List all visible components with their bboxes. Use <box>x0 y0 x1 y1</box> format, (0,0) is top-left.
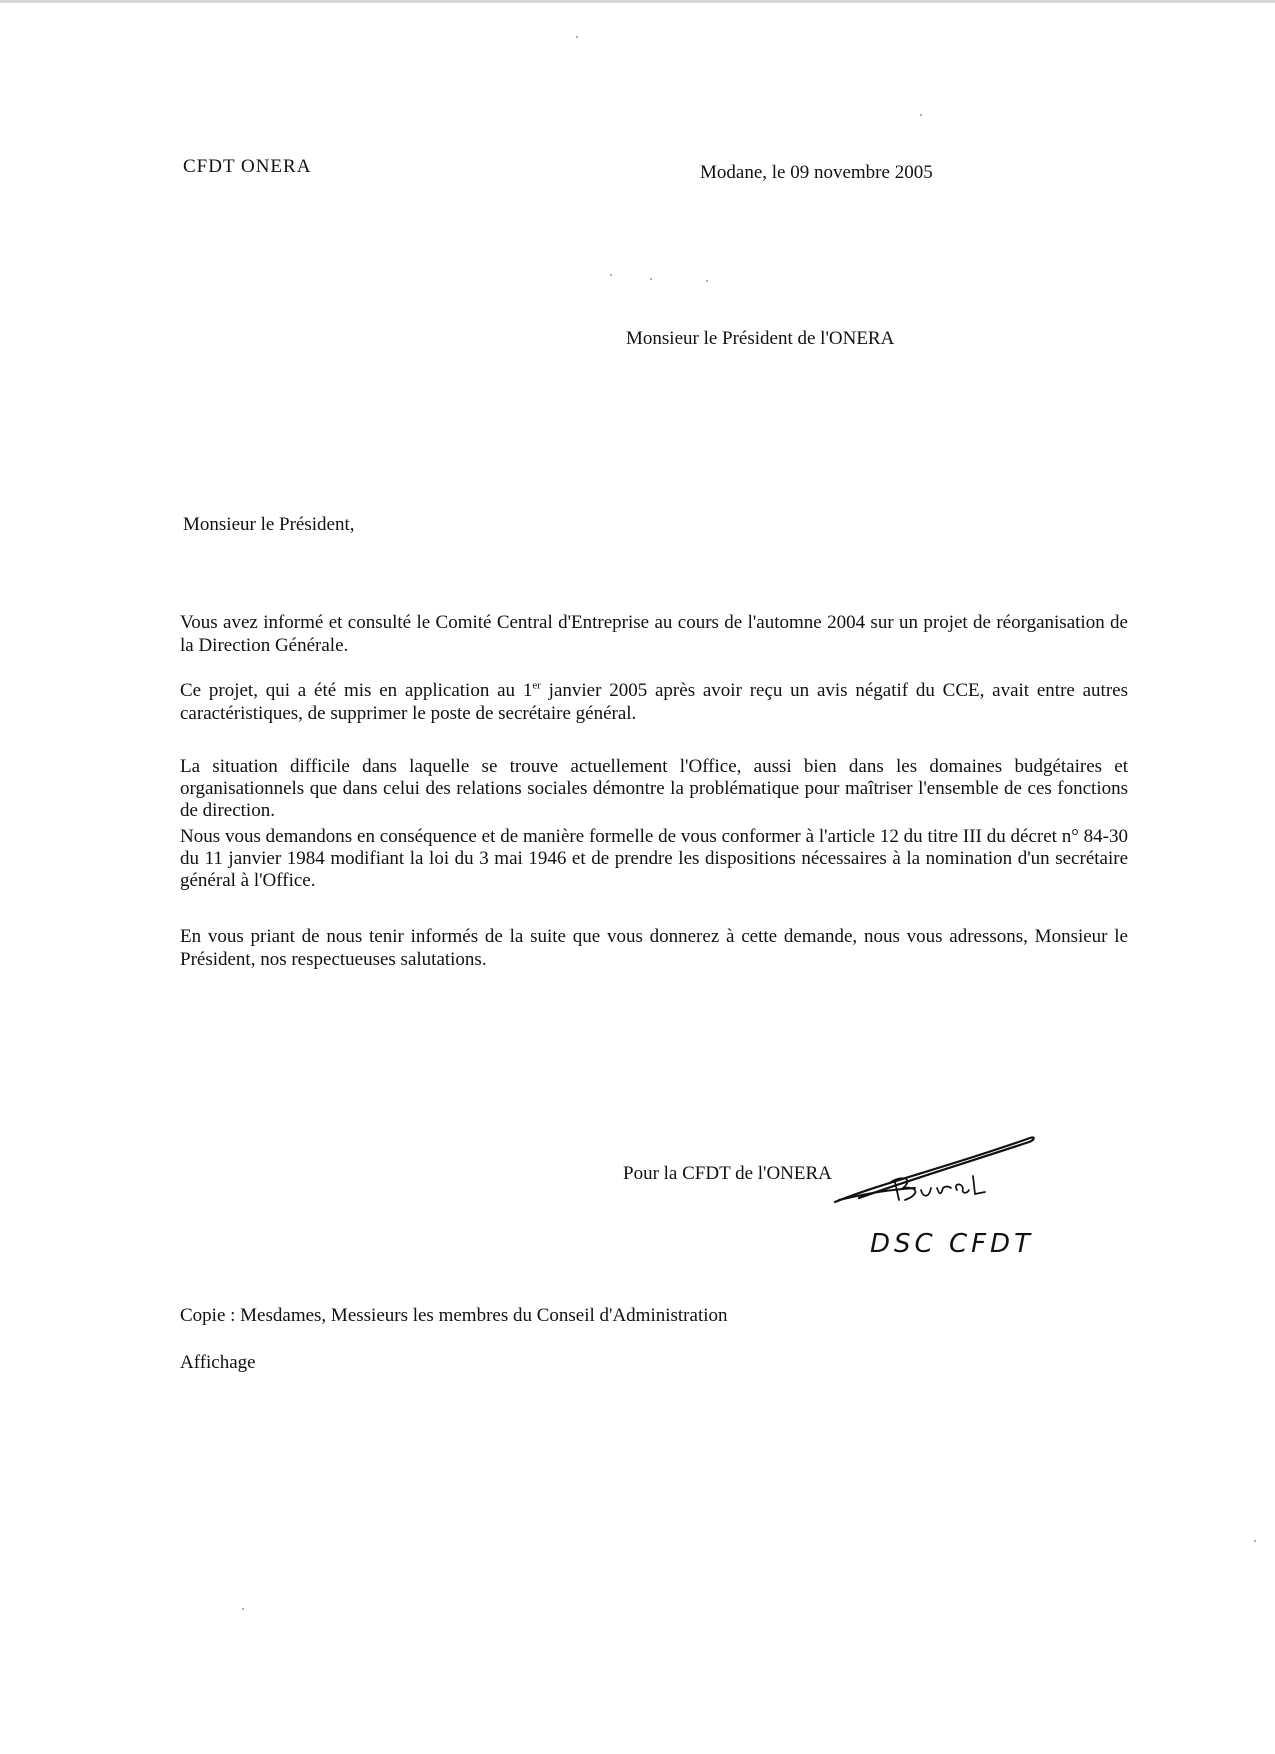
scan-speck <box>920 114 922 116</box>
recipient-line: Monsieur le Président de l'ONERA <box>626 328 895 349</box>
body-paragraph-5: En vous priant de nous tenir informés de la suite que vous donnerez à cette demande, nous vous adressons, Monsieur le Président, nos respectueuses salutations. <box>180 926 1128 970</box>
paragraph-2-text-start: Ce projet, qui a été mis en application au 1 <box>180 680 533 701</box>
sender-header: CFDT ONERA <box>183 156 312 177</box>
posting-line: Affichage <box>180 1352 256 1373</box>
salutation: Monsieur le Président, <box>183 514 355 535</box>
scan-speck <box>610 274 612 276</box>
copy-line: Copie : Mesdames, Messieurs les membres du Conseil d'Administration <box>180 1305 728 1326</box>
body-paragraph-3: La situation difficile dans laquelle se trouve actuellement l'Office, aussi bien dans les domaines budgétaires et organisationnels que dans celui des relations sociales démontre la problématique pour maîtriser l'ensemble de ces fonctions de direction. <box>180 756 1128 821</box>
scan-speck <box>1254 1540 1256 1542</box>
body-paragraph-1: Vous avez informé et consulté le Comité Central d'Entreprise au cours de l'automne 2004 sur un projet de réorganisation de la Direction Générale. <box>180 612 1128 656</box>
scan-speck <box>576 36 578 38</box>
body-paragraph-2 <box>180 680 1128 725</box>
signature-title: DSC CFDT <box>870 1229 1034 1259</box>
handwritten-signature <box>825 1130 1055 1270</box>
ordinal-superscript: er <box>532 679 541 692</box>
scan-edge <box>0 0 1275 3</box>
scan-speck <box>242 1608 244 1610</box>
scan-speck <box>706 280 708 282</box>
paragraph-2-text-end: janvier 2005 après avoir reçu un avis négatif du CCE, avait entre autres caractéristiques, de supprimer le poste de secrétaire général. <box>180 680 1128 724</box>
body-paragraph-4: Nous vous demandons en conséquence et de manière formelle de vous conformer à l'article 12 du titre III du décret n° 84-30 du 11 janvier 1984 modifiant la loi du 3 mai 1946 et de prendre les dispositions nécessaires à la nomination d'un secrétaire général à l'Office. <box>180 826 1128 891</box>
scan-speck <box>650 278 652 280</box>
date-line: Modane, le 09 novembre 2005 <box>700 162 933 183</box>
closing-line: Pour la CFDT de l'ONERA <box>623 1163 832 1184</box>
